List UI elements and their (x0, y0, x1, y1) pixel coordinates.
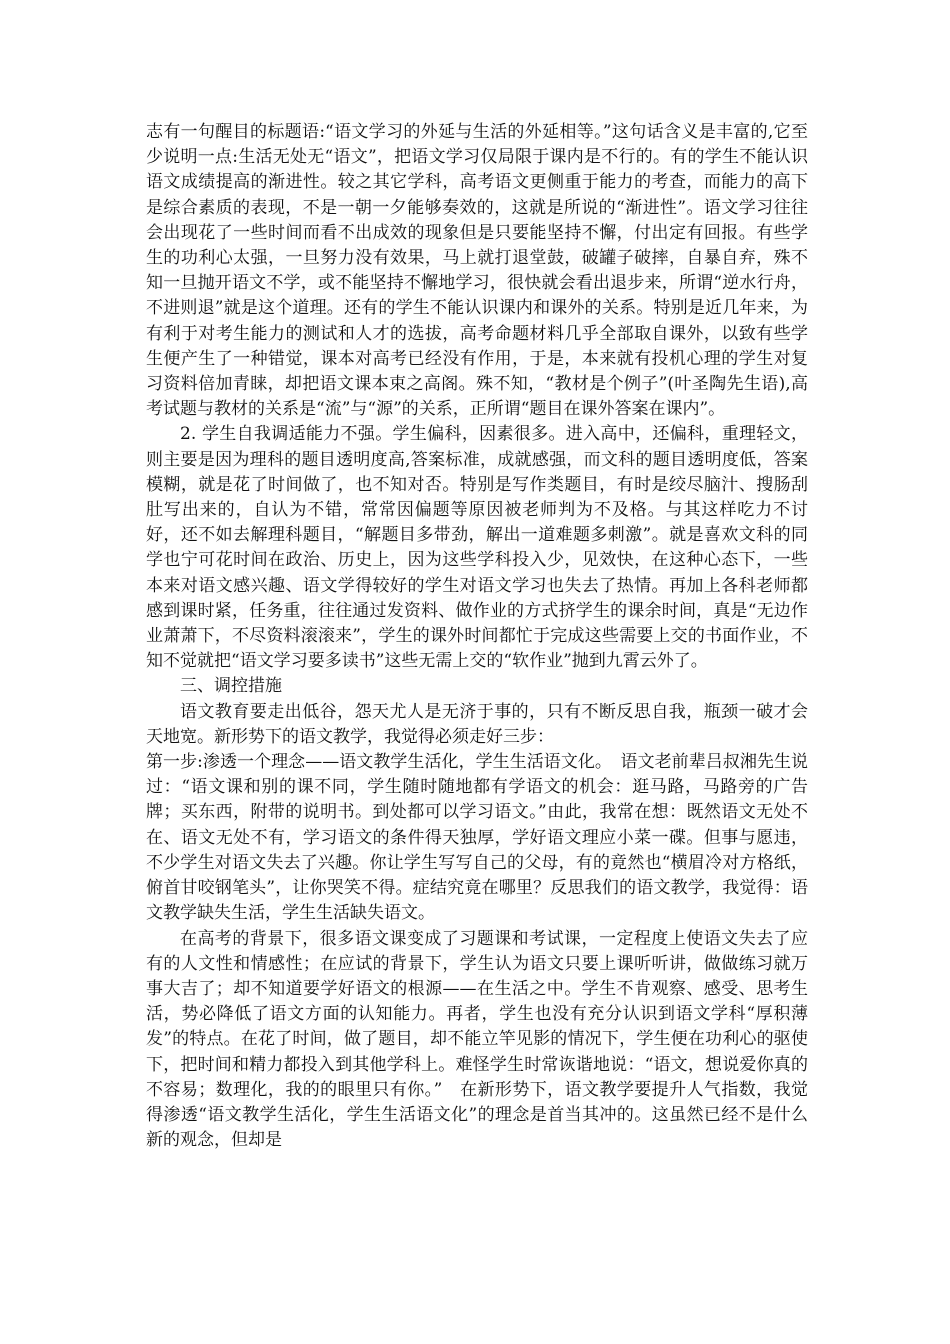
document-page (146, 120, 808, 1153)
section-heading: 三、调控措施 (180, 676, 282, 697)
paragraph-point-2: 2. 学生自我调适能力不强。学生偏科，因素很多。进入高中，还偏科，重理轻文，则主要是因为理科的题目透明度高,答案标准，成就感强，而文科的题目透明度低，答案模糊，就是花了时间做了，也不知对否。特别是写作类题目，有时是绞尽脑汁、搜肠刮肚写出来的，自认为不错，常常因偏题等原因被老师判为不及格。与其这样吃力不讨好，还不如去解理科题目，“解题目多带劲，解出一道难题多刺激”。就是喜欢文科的同学也宁可花时间在政治、历史上，因为这些学科投入少，见效快，在这种心态下，一些本来对语文感兴趣、语文学得较好的学生对语文学习也失去了热情。再加上各科老师都感到课时紧，任务重，往往通过发资料、做作业的方式挤学生的课余时间，真是“无边作业萧萧下，不尽资料滚滚来”，学生的课外时间都忙于完成这些需要上交的书面作业，不知不觉就把“语文学习要多读书”这些无需上交的“软作业”抛到九霄云外了。 (146, 424, 808, 672)
paragraph-exam-background: 在高考的背景下，很多语文课变成了习题课和考试课，一定程度上使语文失去了应有的人文性和情感性；在应试的背景下，学生认为语文只要上课听听讲，做做练习就万事大吉了；却不知道要学好语文的根源——在生活之中。学生不肯观察、感受、思考生活，势必降低了语文方面的认知能力。再者，学生也没有充分认识到语文学科“厚积薄发”的特点。在花了时间，做了题目，却不能立竿见影的情况下，学生便在功利心的驱使下，把时间和精力都投入到其他学科上。难怪学生时常诙谐地说：“语文，想说爱你真的不容易；数理化，我的的眼里只有你。” 在新形势下，语文教学要提升人气指数，我觉得渗透“语文教学生活化，学生生活语文化”的理念是首当其冲的。这虽然已经不是什么新的观念，但却是 (146, 928, 808, 1151)
paragraph-continuation: 志有一句醒目的标题语:“语文学习的外延与生活的外延相等。”这句话含义是丰富的,它至少说明一点:生活无处无“语文”，把语文学习仅局限于课内是不行的。有的学生不能认识语文成绩提高的渐进性。较之其它学科，高考语文更侧重于能力的考查，而能力的高下是综合素质的表现，不是一朝一夕能够奏效的，这就是所说的“渐进性”。语文学习往往会出现花了一些时间而看不出成效的现象但是只要能坚持不懈，付出定有回报。有些学生的功利心太强，一旦努力没有效果，马上就打退堂鼓，破罐子破摔，自暴自弃，殊不知一旦抛开语文不学，或不能坚持不懈地学习，很快就会看出退步来，所谓“逆水行舟，不进则退”就是这个道理。还有的学生不能认识课内和课外的关系。特别是近几年来，为有利于对考生能力的测试和人才的选拔，高考命题材料几乎全部取自课外，以致有些学生便产生了一种错觉，课本对高考已经没有作用，于是，本来就有投机心理的学生对复习资料倍加青睐，却把语文课本束之高阁。殊不知，“教材是个例子”(叶圣陶先生语),高考试题与教材的关系是“流”与“源”的关系，正所谓“题目在课外答案在课内”。 (146, 122, 808, 420)
paragraph-step-1: 第一步:渗透一个理念——语文教学生活化，学生生活语文化。 语文老前辈吕叔湘先生说过：“语文课和别的课不同，学生随时随地都有学语文的机会：逛马路，马路旁的广告牌；买东西，附带的说明书。到处都可以学习语文。”由此，我常在想：既然语文无处不在、语文无处不有，学习语文的条件得天独厚，学好语文理应小菜一碟。但事与愿违，不少学生对语文失去了兴趣。你让学生写写自己的父母，有的竟然也“横眉冷对方格纸，俯首甘咬钢笔头”，让你哭笑不得。症结究竟在哪里？反思我们的语文教学，我觉得：语文教学缺失生活，学生生活缺失语文。 (146, 752, 808, 924)
paragraph-intro: 语文教育要走出低谷，怨天尤人是无济于事的，只有不断反思自我，瓶颈一破才会天地宽。新形势下的语文教学，我觉得必须走好三步： (146, 701, 808, 747)
